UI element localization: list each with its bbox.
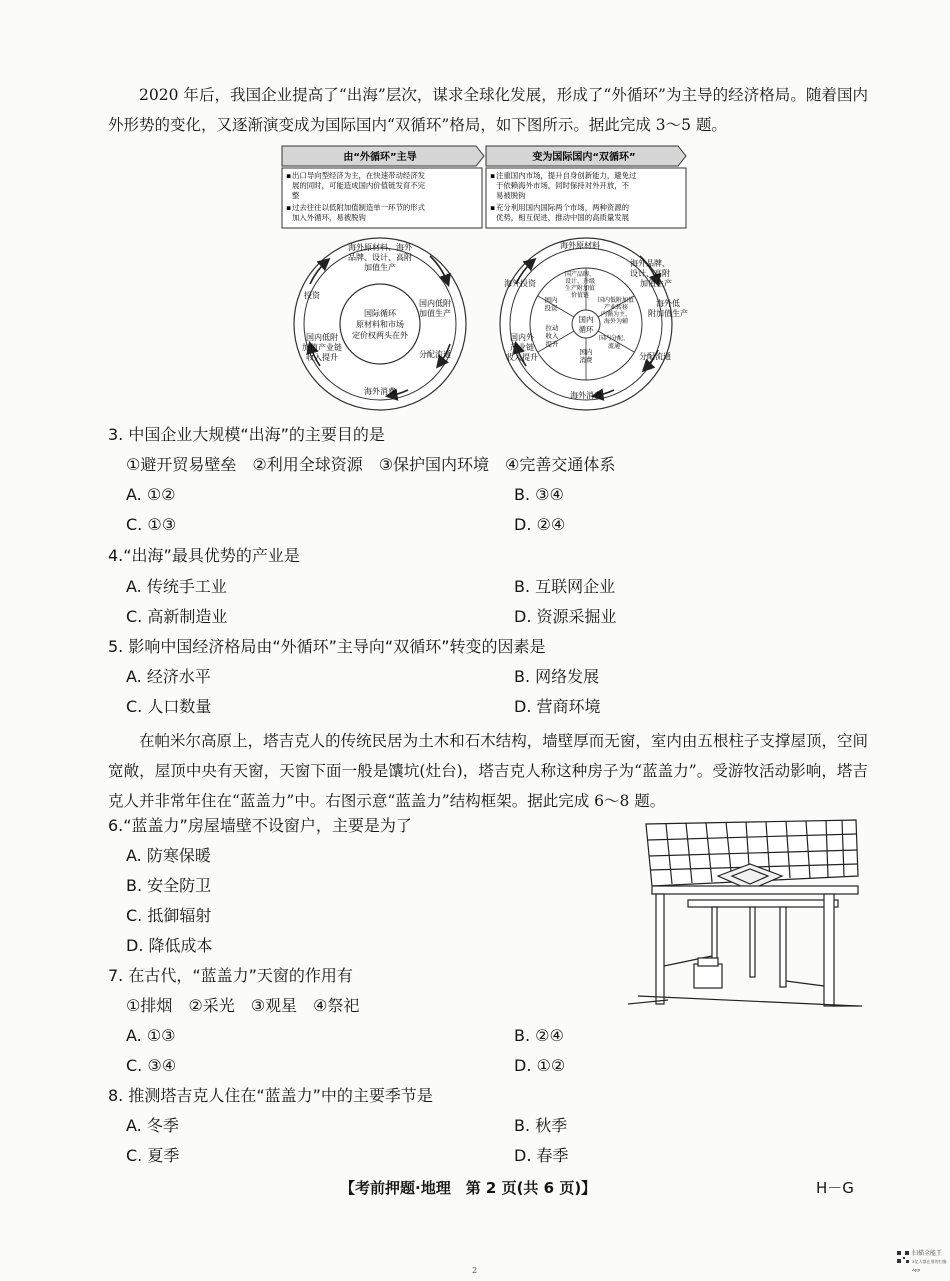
svg-text:设计、升级: 设计、升级 — [564, 278, 596, 285]
svg-text:海外低: 海外低 — [656, 299, 680, 308]
langaili-structure-illustration — [628, 816, 864, 1010]
svg-text:国际循环: 国际循环 — [364, 309, 396, 318]
q5-option-c[interactable]: C. 人口数量 — [126, 697, 212, 716]
left-bullet1-line2: 展的同时，可能造成国内价值链发育不完 — [292, 181, 426, 190]
svg-text:拉动: 拉动 — [545, 324, 559, 332]
q4-stem: 4.“出海”最具优势的产业是 — [108, 546, 300, 565]
svg-text:海外消费: 海外消费 — [364, 387, 396, 396]
svg-text:收入提升: 收入提升 — [306, 353, 338, 362]
q6-option-b[interactable]: B. 安全防卫 — [126, 876, 212, 895]
svg-text:▪: ▪ — [490, 203, 496, 212]
svg-text:海外品牌、: 海外品牌、 — [630, 259, 670, 268]
svg-text:国内: 国内 — [578, 315, 594, 324]
svg-text:加值生产: 加值生产 — [419, 309, 451, 318]
q7-stem: 7. 在古代，“蓝盖力”天窗的作用有 — [108, 966, 353, 985]
svg-text:循环: 循环 — [578, 325, 594, 334]
q3-option-a[interactable]: A. ①② — [126, 485, 176, 504]
svg-text:海外为辅: 海外为辅 — [603, 318, 629, 325]
svg-text:价值链: 价值链 — [570, 292, 590, 299]
watermark-subtitle: 3亿人都在用的扫描App — [912, 1259, 947, 1272]
svg-text:注重国内市场，提升自身创新能力，避免过: 注重国内市场，提升自身创新能力，避免过 — [496, 171, 637, 180]
q5-option-a[interactable]: A. 经济水平 — [126, 667, 211, 686]
q3-stem: 3. 中国企业大规模“出海”的主要目的是 — [108, 425, 385, 444]
svg-text:生产附加值: 生产附加值 — [564, 285, 596, 292]
q8-option-b[interactable]: B. 秋季 — [514, 1116, 568, 1135]
q4-option-c[interactable]: C. 高新制造业 — [126, 607, 228, 626]
left-header: 由“外循环”主导 — [343, 152, 417, 163]
svg-text:定价权两头在外: 定价权两头在外 — [352, 331, 408, 340]
q8-stem: 8. 推测塔吉克人住在“蓝盖力”中的主要季节是 — [108, 1086, 433, 1105]
q8-option-c[interactable]: C. 夏季 — [126, 1146, 180, 1165]
svg-text:海外投资: 海外投资 — [504, 279, 536, 288]
svg-text:产业链: 产业链 — [510, 343, 534, 352]
svg-text:原材料和市场: 原材料和市场 — [356, 320, 404, 329]
svg-text:国内低附: 国内低附 — [306, 333, 338, 342]
svg-text:加值产业链: 加值产业链 — [302, 343, 342, 352]
q5-option-d[interactable]: D. 营商环境 — [514, 697, 601, 716]
svg-text:附加值生产: 附加值生产 — [648, 309, 688, 318]
svg-text:流通: 流通 — [607, 343, 621, 350]
svg-text:收入提升: 收入提升 — [506, 353, 538, 362]
circulation-diagram — [280, 144, 690, 412]
q3-option-d[interactable]: D. ②④ — [514, 515, 566, 534]
q6-stem: 6.“蓝盖力”房屋墙壁不设窗户，主要是为了 — [108, 816, 412, 835]
q6-option-a[interactable]: A. 防寒保暖 — [126, 846, 211, 865]
q6-option-c[interactable]: C. 抵御辐射 — [126, 906, 212, 925]
svg-text:内循为主、: 内循为主、 — [600, 311, 632, 318]
q4-option-a[interactable]: A. 传统手工业 — [126, 577, 227, 596]
svg-text:▪: ▪ — [490, 171, 496, 180]
svg-text:品牌、设计、高附: 品牌、设计、高附 — [348, 253, 412, 262]
left-bullet2-line2: 加入外循环，易被脱钩 — [292, 213, 366, 222]
svg-text:投资: 投资 — [304, 291, 320, 300]
intro-paragraph-1: 2020 年后，我国企业提高了“出海”层次，谋求全球化发展，形成了“外循环”为主导的经济格局。随着国内外形势的变化，又逐渐演变成为国际国内“双循环”格局，如下图所示。据此完成 3～5 题。 — [108, 86, 868, 134]
page-footer: 【考前押题·地理 第 2 页(共 6 页)】 — [340, 1179, 597, 1197]
svg-text:易被脱钩: 易被脱钩 — [496, 191, 526, 200]
svg-text:优势，相互促进，推动中国的高质量发展: 优势，相互促进，推动中国的高质量发展 — [496, 213, 630, 222]
svg-text:消费: 消费 — [579, 356, 593, 364]
svg-text:国内低附加值: 国内低附加值 — [597, 297, 635, 304]
q8-option-a[interactable]: A. 冬季 — [126, 1116, 179, 1135]
svg-text:充分利用国内国际两个市场，两种资源的: 充分利用国内国际两个市场，两种资源的 — [496, 203, 630, 212]
q3-items: ①避开贸易壁垒 ②利用全球资源 ③保护国内环境 ④完善交通体系 — [126, 455, 616, 474]
svg-text:加值生产: 加值生产 — [640, 279, 672, 288]
q8-option-d[interactable]: D. 春季 — [514, 1146, 569, 1165]
q7-option-a[interactable]: A. ①③ — [126, 1026, 176, 1045]
intro-paragraph-2: 在帕米尔高原上，塔吉克人的传统民居为土木和石木结构，墙壁厚而无窗，室内由五根柱子支撑屋顶，空间宽敞，屋顶中央有天窗，天窗下面一般是馕坑(灶台)，塔吉克人称这种房子为“蓝盖力”。受游牧活动影响，塔吉克人并非常年住在“蓝盖力”中。右图示意“蓝盖力”结构框架。据此完成 6～8 题。 — [108, 732, 868, 810]
svg-text:产业转移: 产业转移 — [603, 304, 629, 311]
q4-option-d[interactable]: D. 资源采掘业 — [514, 607, 617, 626]
left-bullet1-line3: 整 — [292, 191, 300, 200]
svg-text:于依赖海外市场，同时保持对外开放，不: 于依赖海外市场，同时保持对外开放，不 — [496, 181, 630, 190]
svg-text:投资: 投资 — [544, 304, 558, 312]
svg-text:加值生产: 加值生产 — [364, 263, 396, 272]
svg-text:国内低附: 国内低附 — [419, 299, 451, 308]
right-header: 变为国际国内“双循环” — [532, 152, 636, 163]
svg-text:▪: ▪ — [286, 203, 292, 212]
paper-code: H－G — [816, 1179, 854, 1197]
svg-text:设计、高附: 设计、高附 — [630, 269, 670, 278]
svg-text:海外原材料、海外: 海外原材料、海外 — [348, 243, 412, 252]
page-number: 2 — [472, 1266, 478, 1275]
q7-items: ①排烟 ②采光 ③观星 ④祭祀 — [126, 996, 360, 1015]
watermark-title: 扫描全能王 — [912, 1250, 943, 1257]
svg-text:国内外: 国内外 — [510, 333, 534, 342]
q6-option-d[interactable]: D. 降低成本 — [126, 936, 213, 955]
q7-option-b[interactable]: B. ②④ — [514, 1026, 564, 1045]
svg-text:海外消费: 海外消费 — [570, 391, 602, 400]
svg-text:国内分配、: 国内分配、 — [598, 335, 630, 342]
svg-text:提升: 提升 — [545, 340, 559, 348]
svg-text:国内: 国内 — [579, 348, 593, 356]
svg-text:分配流通: 分配流通 — [419, 350, 451, 359]
scanner-watermark — [912, 1250, 950, 1274]
q5-stem: 5. 影响中国经济格局由“外循环”主导向“双循环”转变的因素是 — [108, 637, 546, 656]
left-bullet1-line1: 出口导向型经济为主，在快速带动经济发 — [292, 171, 426, 180]
q7-option-d[interactable]: D. ①② — [514, 1056, 566, 1075]
svg-text:国内: 国内 — [544, 296, 558, 304]
svg-text:收入: 收入 — [545, 332, 559, 340]
svg-text:海外原材料: 海外原材料 — [560, 241, 600, 250]
svg-text:国产品牌、: 国产品牌、 — [564, 271, 596, 278]
svg-text:分配流通: 分配流通 — [639, 352, 671, 361]
left-bullet2-line1: 过去往往以低附加值制造单一环节的形式 — [292, 203, 426, 212]
q7-option-c[interactable]: C. ③④ — [126, 1056, 177, 1075]
q3-option-c[interactable]: C. ①③ — [126, 515, 177, 534]
qr-code-icon — [896, 1250, 910, 1264]
left-bullet1-marker: ▪ — [286, 171, 292, 180]
q3-option-b[interactable]: B. ③④ — [514, 485, 564, 504]
q5-option-b[interactable]: B. 网络发展 — [514, 667, 600, 686]
q4-option-b[interactable]: B. 互联网企业 — [514, 577, 616, 596]
